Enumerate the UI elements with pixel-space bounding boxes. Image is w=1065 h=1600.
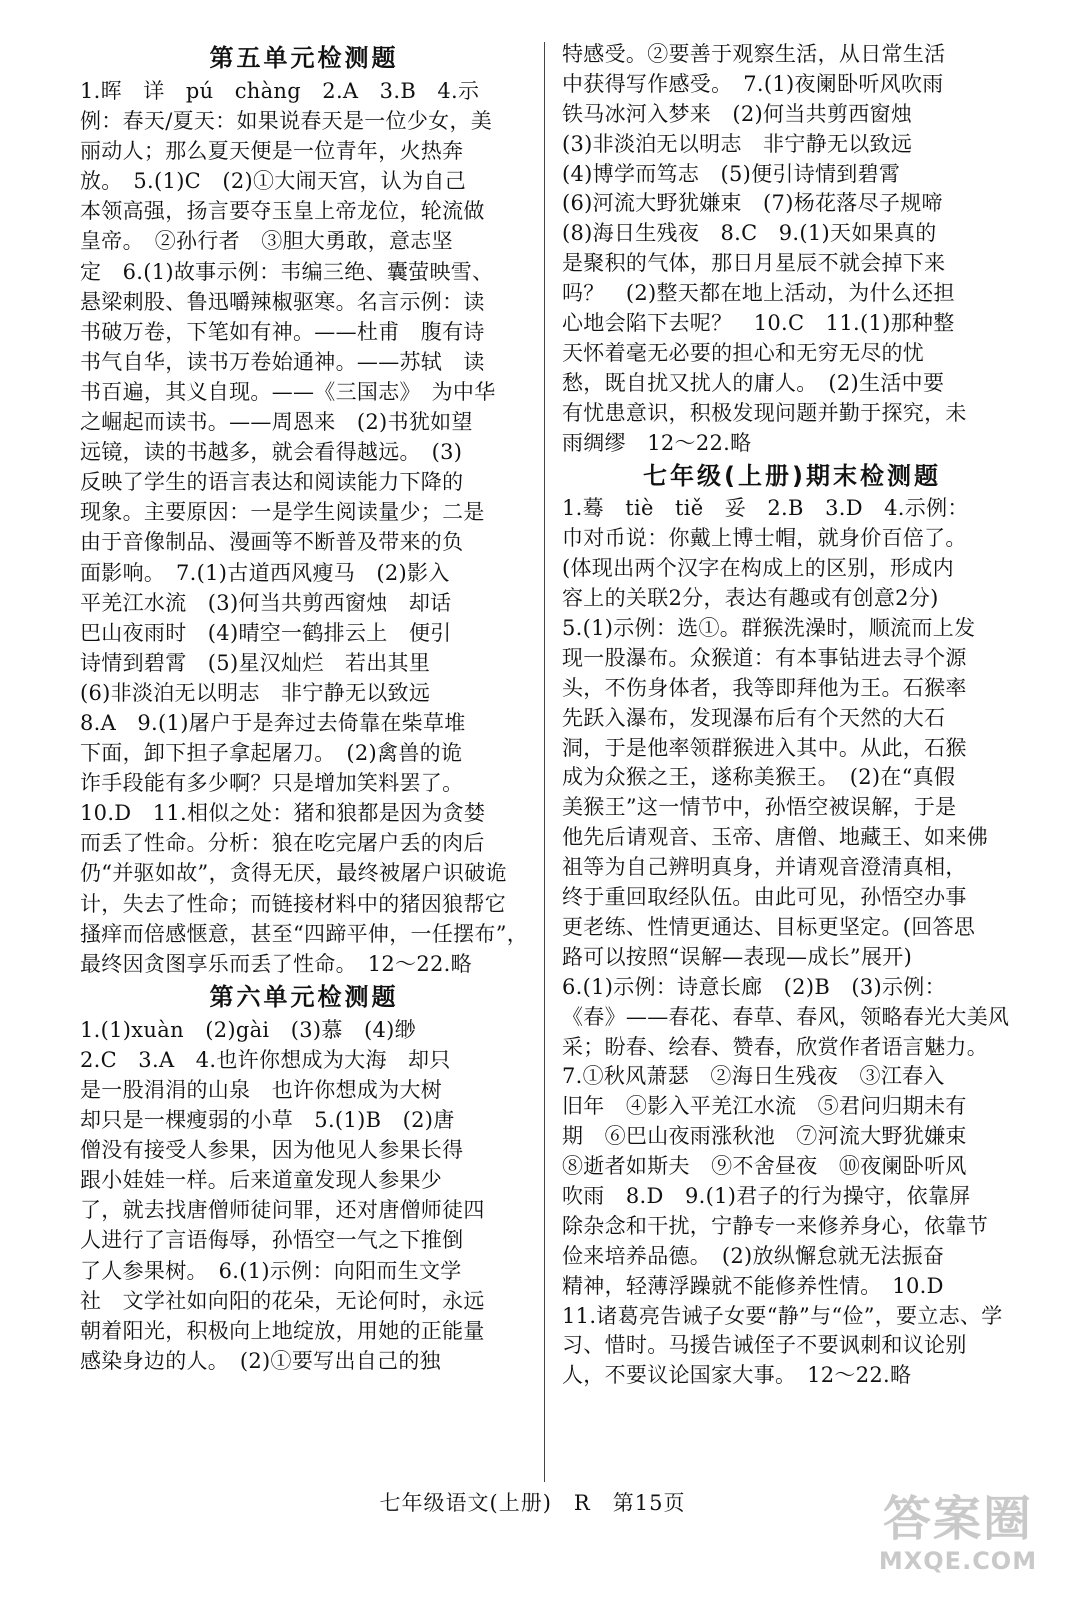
watermark-logo-text: 答案圈: [882, 1491, 1033, 1547]
text-line: 8.A 9.(1)屠户于是奔过去倚靠在柴草堆: [80, 710, 466, 735]
text-line: 本领高强，扬言要夺玉皇上帝龙位，轮流做: [80, 199, 485, 224]
text-line: 洞，于是他率领群猴进入其中。从此，石猴: [562, 735, 967, 760]
text-line: (8)海日生残夜 8.C 9.(1)天如果真的: [562, 221, 937, 246]
text-line: 5.(1)示例：选①。群猴洗澡时，顺流而上发: [562, 616, 976, 641]
text-line: 丽动人；那么夏天便是一位青年，火热奔: [80, 139, 464, 164]
text-line: 6.(1)示例：诗意长廊 (2)B (3)示例：: [562, 974, 946, 999]
text-line: 旧年 ④影入平羌江水流 ⑤君问归期未有: [562, 1094, 967, 1119]
text-line: 容上的关联2分，表达有趣或有创意2分): [562, 586, 939, 611]
text-line: 巾对币说：你戴上博士帽，就身价百倍了。: [562, 526, 967, 551]
text-line: 有忧患意识，积极发现问题并勤于探究，未: [562, 400, 967, 425]
text-line: 现象。主要原因：一是学生阅读量少；二是: [80, 500, 485, 525]
text-line: 铁马冰河入梦来 (2)何当共剪西窗烛: [562, 101, 913, 126]
text-line: 书气自华，读书万卷始通神。——苏轼 读: [80, 349, 485, 374]
text-line: 面影响。 7.(1)古道西风瘦马 (2)影入: [80, 560, 450, 585]
text-line: 成为众猴之王，遂称美猴王。 (2)在“真假: [562, 765, 956, 790]
text-line: 天怀着毫无必要的担心和无穷无尽的忧: [562, 340, 925, 365]
text-line: 路可以按照“误解—表现—成长”展开): [562, 944, 913, 969]
section-body-final-exam: [562, 494, 1022, 1391]
text-line: 皇帝。 ②孙行者 ③胆大勇敢，意志坚: [80, 229, 453, 254]
text-line: 放。 5.(1)C (2)①大闹天宫，认为自己: [80, 169, 466, 194]
text-line: 心地会陷下去呢？ 10.C 11.(1)那种整: [562, 311, 955, 336]
text-line: ⑧逝者如斯夫 ⑨不舍昼夜 ⑩夜阑卧听风: [562, 1154, 967, 1179]
text-line: (6)非淡泊无以明志 非宁静无以致远: [80, 680, 431, 705]
text-line: 11.诸葛亮告诫子女要“静”与“俭”，要立志、学: [562, 1303, 1003, 1328]
text-line: 而丢了性命。分析：狼在吃完屠户丢的肉后: [80, 831, 485, 856]
text-line: 头，不伤身体者，我等即拜他为王。石猴率: [562, 675, 967, 700]
text-line: 吹雨 8.D 9.(1)君子的行为操守，依靠屏: [562, 1183, 971, 1208]
text-line: 了人参果树。 6.(1)示例：向阳而生文学: [80, 1258, 462, 1283]
text-line: 10.D 11.相似之处：猪和狼都是因为贪婪: [80, 801, 486, 826]
text-line: 俭来培养品德。 (2)放纵懈怠就无法振奋: [562, 1243, 945, 1268]
text-line: 反映了学生的语言表达和阅读能力下降的: [80, 470, 464, 495]
text-line: 先跃入瀑布，发现瀑布后有个天然的大石: [562, 705, 946, 730]
text-line: 书百遍，其义自现。——《三国志》 为中华: [80, 379, 496, 404]
text-line: 1.蓦 tiè tiě 妥 2.B 3.D 4.示例：: [562, 496, 969, 521]
text-line: 却只是一棵瘦弱的小草 5.(1)B (2)唐: [80, 1108, 455, 1133]
text-line: 雨绸缪 12～22.略: [562, 430, 752, 455]
text-line: 僧没有接受人参果，因为他见人参果长得: [80, 1138, 464, 1163]
text-line: 是聚积的气体，那日月星辰不就会掉下来: [562, 251, 946, 276]
text-line: 计，失去了性命；而链接材料中的猪因狼帮它: [80, 891, 506, 916]
right-column: [562, 40, 1022, 1391]
text-line: 祖等为自己辨明真身，并请观音澄清真相，: [562, 855, 967, 880]
section-title-unit5: 第五单元检测题: [209, 44, 399, 72]
text-line: 跟小娃娃一样。后来道童发现人参果少: [80, 1168, 443, 1193]
text-line: 定 6.(1)故事示例：韦编三绝、囊萤映雪、: [80, 259, 494, 284]
text-line: 最终因贪图享乐而丢了性命。 12～22.略: [80, 951, 472, 976]
text-line: 远镜，读的书越多，就会看得越远。 (3): [80, 440, 463, 465]
text-line: 巴山夜雨时 (4)晴空一鹤排云上 便引: [80, 620, 452, 645]
text-line: (6)河流大野犹嫌束 (7)杨花落尽子规啼: [562, 191, 943, 216]
text-line: 社 文学社如向阳的花朵，无论何时，永远: [80, 1288, 485, 1313]
text-line: 平羌江水流 (3)何当共剪西窗烛 却话: [80, 590, 452, 615]
section-body-unit6: [80, 1015, 528, 1376]
text-line: 采；盼春、绘春、赞春，欣赏作者语言魅力。: [562, 1034, 988, 1059]
text-line: 诈手段能有多少啊？只是增加笑料罢了。: [80, 771, 464, 796]
text-line: (4)博学而笃志 (5)便引诗情到碧霄: [562, 161, 901, 186]
text-line: 愁，既自扰又扰人的庸人。 (2)生活中要: [562, 370, 945, 395]
text-line: (3)非淡泊无以明志 非宁静无以致远: [562, 131, 913, 156]
text-line: 现一股瀑布。众猴道：有本事钻进去寻个源: [562, 645, 967, 670]
text-line: 仍“并驱如故”，贪得无厌，最终被屠户识破诡: [80, 861, 507, 886]
watermark-url: MXQE.COM: [878, 1547, 1038, 1575]
column-divider: [544, 42, 545, 1482]
text-line: 朝着阳光，积极向上地绽放，用她的正能量: [80, 1318, 485, 1343]
text-line: 搔痒而倍感惬意，甚至“四蹄平伸，一任摆布”，: [80, 921, 528, 946]
text-line: 之崛起而读书。——周恩来 (2)书犹如望: [80, 410, 473, 435]
section-body-unit6-continued: [562, 40, 1022, 458]
text-line: 习、惜时。马援告诫侄子不要讽刺和议论别: [562, 1333, 967, 1358]
section-title-unit6: 第六单元检测题: [209, 982, 399, 1011]
text-line: 1.晖 详 pú chàng 2.A 3.B 4.示: [80, 79, 480, 103]
text-line: 书破万卷，下笔如有神。——杜甫 腹有诗: [80, 319, 485, 344]
text-line: 7.①秋风萧瑟 ②海日生残夜 ③江春入: [562, 1064, 945, 1089]
text-line: (体现出两个汉字在构成上的区别，形成内: [562, 556, 954, 581]
text-line: 感染身边的人。 (2)①要写出自己的独: [80, 1348, 441, 1373]
text-line: 终于重回取经队伍。由此可见，孙悟空办事: [562, 885, 967, 910]
text-line: 他先后请观音、玉帝、唐僧、地藏王、如来佛: [562, 825, 988, 850]
text-line: 例：春天/夏天：如果说春天是一位少女，美: [80, 109, 493, 134]
text-line: 吗？ (2)整天都在地上活动，为什么还担: [562, 281, 955, 306]
text-line: 除杂念和干扰，宁静专一来修养身心，依靠节: [562, 1213, 988, 1238]
watermark-logo: [863, 1492, 1053, 1588]
text-line: 特感受。②要善于观察生活，从日常生活: [562, 42, 946, 66]
section-title-final-exam: 七年级(上册)期末检测题: [643, 462, 941, 491]
text-line: 人进行了言语侮辱，孙悟空一气之下推倒: [80, 1228, 464, 1253]
text-line: 人，不要议论国家大事。 12～22.略: [562, 1363, 912, 1388]
text-line: 美猴王”这一情节中，孙悟空被误解，于是: [562, 795, 957, 820]
text-line: 悬梁刺股、鲁迅嚼辣椒驱寒。名言示例：读: [80, 289, 485, 314]
text-line: 中获得写作感受。 7.(1)夜阑卧听风吹雨: [562, 71, 944, 96]
text-line: 2.C 3.A 4.也许你想成为大海 却只: [80, 1047, 451, 1072]
text-line: 由于音像制品、漫画等不断普及带来的负: [80, 530, 464, 555]
section-body-unit5: [80, 76, 528, 979]
text-line: 了，就去找唐僧师徒问罪，还对唐僧师徒四: [80, 1198, 485, 1223]
left-column: [80, 40, 528, 1376]
text-line: 《春》——春花、春草、春风，领略春光大美风: [562, 1004, 1010, 1029]
text-line: 1.(1)xuàn (2)gài (3)慕 (4)缈: [80, 1017, 416, 1042]
text-line: 更老练、性情更通达、目标更坚定。(回答思: [562, 914, 976, 939]
page-footer: 七年级语文(上册) R 第15页: [379, 1491, 686, 1515]
text-line: 精神，轻薄浮躁就不能修养性情。 10.D: [562, 1273, 944, 1298]
text-line: 期 ⑥巴山夜雨涨秋池 ⑦河流大野犹嫌束: [562, 1124, 967, 1149]
text-line: 下面，卸下担子拿起屠刀。 (2)禽兽的诡: [80, 741, 463, 766]
text-line: 是一股涓涓的山泉 也许你想成为大树: [80, 1078, 443, 1102]
text-line: 诗情到碧霄 (5)星汉灿烂 若出其里: [80, 650, 431, 675]
